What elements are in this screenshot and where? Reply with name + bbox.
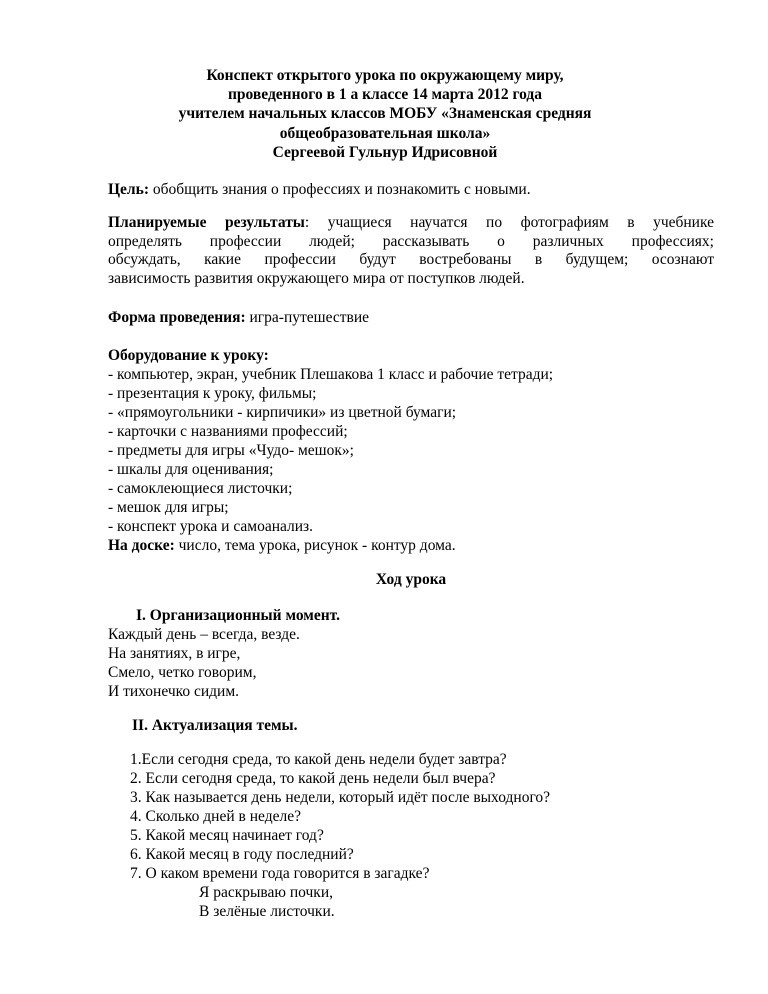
equipment-item: - «прямоугольники - кирпичики» из цветной бумаги; [108, 404, 457, 421]
equipment-heading: Оборудование к уроку: [108, 347, 269, 364]
title-line-1: Конспект открытого урока по окружающему миру, [206, 67, 564, 84]
question-item: 3. Как называется день недели, который идёт после выходного? [130, 789, 551, 806]
goal-label: Цель: [108, 181, 149, 198]
equipment-item: - мешок для игры; [108, 499, 229, 516]
poem-line: И тихонечко сидим. [108, 683, 240, 700]
poem-line: Каждый день – всегда, везде. [108, 626, 300, 643]
title-line-3: учителем начальных классов МОБУ «Знаменская средняя [178, 105, 592, 123]
riddle-line: В зелёные листочки. [199, 903, 335, 920]
question-item: 2. Если сегодня среда, то какой день недели был вчера? [130, 770, 496, 787]
form-paragraph [108, 308, 369, 327]
equipment-item: - конспект урока и самоанализ. [108, 518, 314, 535]
title-line-4: общеобразовательная школа» [279, 124, 491, 142]
goal-paragraph [108, 180, 531, 199]
title-line-2: проведенного в 1 а классе 14 марта 2012 года [228, 86, 542, 104]
results-line-3: обсуждать, какие профессии будут востребованы в будущем; осознают [108, 251, 714, 269]
equipment-item: - компьютер, экран, учебник Плешакова 1 класс и рабочие тетради; [108, 366, 554, 383]
equipment-item: - предметы для игры «Чудо- мешок»; [108, 442, 354, 459]
equipment-item: - шкалы для оценивания; [108, 461, 274, 478]
document-title [108, 66, 662, 162]
riddle-line: Я раскрываю почки, [199, 884, 334, 901]
results-paragraph [108, 214, 714, 288]
poem-line: Смело, четко говорим, [108, 664, 257, 681]
goal-text: обобщить знания о профессиях и познакомить с новыми. [149, 181, 531, 198]
results-line-4: зависимость развития окружающего мира от поступков людей. [108, 269, 525, 287]
section-2-heading: II. Актуализация темы. [132, 717, 298, 734]
question-item: 4. Сколько дней в неделе? [130, 808, 301, 825]
results-line-1: Планируемые результаты: учащиеся научатся по фотографиям в учебнике [108, 214, 714, 231]
course-heading: Ход урока [375, 571, 447, 588]
equipment-item: - самоклеющиеся листочки; [108, 480, 293, 497]
results-line-2: определять профессии людей; рассказывать о различных профессиях; [108, 232, 714, 250]
board-text: число, тема урока, рисунок - контур дома. [174, 537, 456, 554]
question-item: 1.Если сегодня среда, то какой день недели будет завтра? [130, 751, 507, 768]
form-text: игра-путешествие [245, 309, 369, 326]
equipment-item: - презентация к уроку, фильмы; [108, 385, 317, 402]
question-item: 6. Какой месяц в году последний? [130, 846, 354, 863]
board-label: На доске: [108, 537, 175, 554]
poem-line: На занятиях, в игре, [108, 645, 241, 662]
equipment-item: - карточки с названиями профессий; [108, 423, 348, 440]
form-label: Форма проведения: [108, 309, 246, 326]
section-1-heading: I. Организационный момент. [136, 607, 340, 624]
board-paragraph [108, 536, 456, 555]
question-item: 7. О каком времени года говорится в загадке? [130, 865, 430, 882]
question-item: 5. Какой месяц начинает год? [130, 827, 324, 844]
title-line-5: Сергеевой Гульнур Идрисовной [272, 143, 498, 161]
results-label: Планируемые результаты [108, 214, 305, 231]
